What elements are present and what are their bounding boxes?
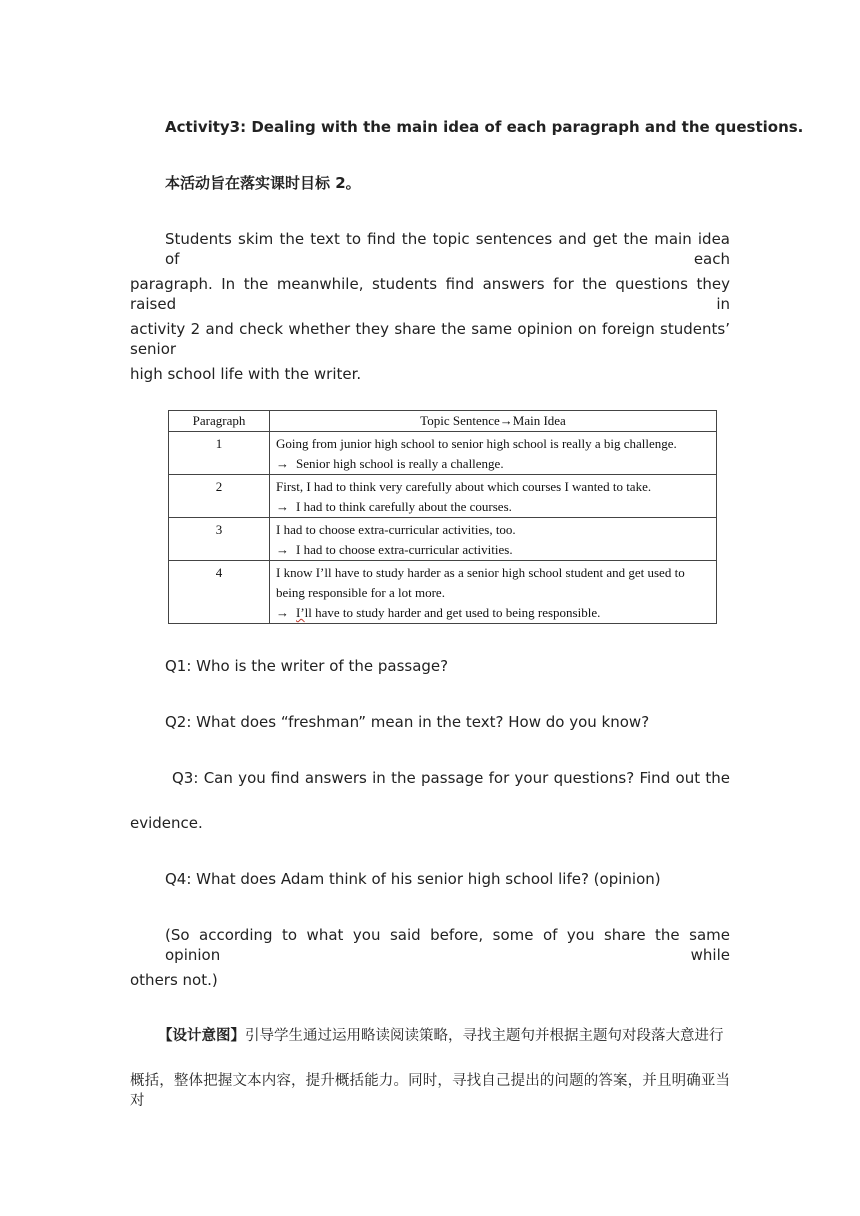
main-idea-text: ll have to study harder and get used to being responsible. xyxy=(304,605,601,620)
table-row xyxy=(169,475,717,518)
header-topic: Topic Sentence→Main Idea xyxy=(270,411,717,432)
design-intent-line-1 xyxy=(158,1026,730,1046)
arrow-icon: → xyxy=(276,605,289,620)
topic-sentence: Going from junior high school to senior high school is really a big challenge. xyxy=(276,436,677,451)
main-idea-text: Senior high school is really a challenge. xyxy=(296,456,504,471)
goal-line: 本活动旨在落实课时目标 2。 xyxy=(165,174,361,192)
header-paragraph: Paragraph xyxy=(169,411,270,432)
design-intent-line-2: 概括，整体把握文本内容，提升概括能力。同时，寻找自己提出的问题的答案，并且明确亚当对 xyxy=(130,1073,730,1109)
teacher-note-line-2: others not.) xyxy=(130,971,218,989)
main-idea xyxy=(276,454,712,474)
activity-heading: Activity3: Dealing with the main idea of each paragraph and the questions. xyxy=(165,118,804,136)
teacher-note-line-1: (So according to what you said before, some of you share the same opinion while xyxy=(165,926,730,964)
row-content xyxy=(270,561,717,624)
question-2: Q2: What does “freshman” mean in the text? How do you know? xyxy=(165,713,650,731)
table-row xyxy=(169,561,717,624)
intro-line-3: activity 2 and check whether they share the same opinion on foreign students’ senior xyxy=(130,320,730,358)
intro-line-4: high school life with the writer. xyxy=(130,365,362,383)
intro-line-1: Students skim the text to find the topic sentences and get the main idea of each xyxy=(165,230,730,268)
table-row xyxy=(169,518,717,561)
row-number: 1 xyxy=(169,432,270,475)
row-number: 2 xyxy=(169,475,270,518)
main-idea xyxy=(276,603,712,623)
row-number: 4 xyxy=(169,561,270,624)
question-4: Q4: What does Adam think of his senior high school life? (opinion) xyxy=(165,870,661,888)
topic-sentence-line-2: being responsible for a lot more. xyxy=(276,585,445,600)
topic-sentence: First, I had to think very carefully about which courses I wanted to take. xyxy=(276,479,652,494)
question-3-line-2: evidence. xyxy=(130,814,203,832)
main-idea-table xyxy=(168,410,717,624)
main-idea xyxy=(276,540,712,560)
main-idea-text-start: I’ xyxy=(296,605,305,620)
row-content xyxy=(270,475,717,518)
row-number: 3 xyxy=(169,518,270,561)
row-content xyxy=(270,432,717,475)
question-3-line-1: Q3: Can you find answers in the passage for your questions? Find out the xyxy=(172,769,730,787)
intro-line-2: paragraph. In the meanwhile, students find answers for the questions they raised in xyxy=(130,275,730,313)
question-1: Q1: Who is the writer of the passage? xyxy=(165,657,449,675)
main-idea-text: I had to think carefully about the courses. xyxy=(296,499,512,514)
arrow-icon: → xyxy=(276,499,289,514)
design-intent-text: 引导学生通过运用略读阅读策略，寻找主题句并根据主题句对段落大意进行 xyxy=(245,1028,724,1044)
table-row xyxy=(169,432,717,475)
main-idea xyxy=(276,497,712,517)
arrow-icon: → xyxy=(276,456,289,471)
main-idea-text: I had to choose extra-curricular activities. xyxy=(296,542,513,557)
row-content xyxy=(270,518,717,561)
arrow-icon: → xyxy=(276,542,289,557)
topic-sentence: I had to choose extra-curricular activities, too. xyxy=(276,522,516,537)
table-header-row xyxy=(169,411,717,432)
design-intent-label: 【设计意图】 xyxy=(158,1028,245,1044)
topic-sentence-line-1: I know I’ll have to study harder as a senior high school student and get used to xyxy=(276,565,685,580)
